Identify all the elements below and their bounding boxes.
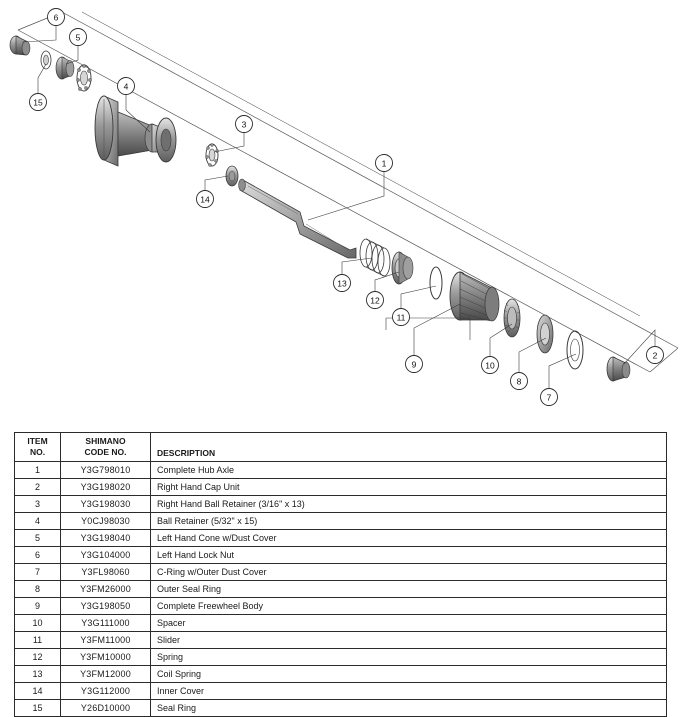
svg-text:6: 6 [53, 12, 59, 23]
header-description: DESCRIPTION [151, 433, 667, 462]
cell-code-no: Y3FM11000 [61, 632, 151, 649]
header-shimano-code-no [61, 433, 151, 462]
cell-item-no: 9 [15, 598, 61, 615]
parts-table-head [15, 433, 667, 462]
cell-description: Left Hand Lock Nut [151, 547, 667, 564]
cell-item-no: 14 [15, 683, 61, 700]
cell-code-no: Y3G798010 [61, 462, 151, 479]
cell-description: Complete Freewheel Body [151, 598, 667, 615]
header-item-no [15, 433, 61, 462]
cell-code-no: Y3G198020 [61, 479, 151, 496]
cell-item-no: 4 [15, 513, 61, 530]
cell-item-no: 15 [15, 700, 61, 717]
table-row [15, 598, 667, 615]
svg-text:14: 14 [200, 194, 210, 205]
callout-3 [236, 116, 253, 133]
svg-text:13: 13 [337, 278, 347, 289]
cell-description: Outer Seal Ring [151, 581, 667, 598]
svg-text:15: 15 [33, 97, 43, 108]
cell-item-no: 11 [15, 632, 61, 649]
cell-code-no: Y3FM10000 [61, 649, 151, 666]
svg-text:9: 9 [411, 359, 417, 370]
callout-leader-lines [22, 12, 655, 388]
table-row [15, 649, 667, 666]
callout-15 [30, 94, 47, 111]
cell-code-no: Y3G104000 [61, 547, 151, 564]
callout-9 [406, 356, 423, 373]
callout-4 [118, 78, 135, 95]
cell-description: Spacer [151, 615, 667, 632]
parts-table [14, 432, 667, 717]
cell-description: C-Ring w/Outer Dust Cover [151, 564, 667, 581]
table-row [15, 530, 667, 547]
cell-code-no: Y26D10000 [61, 700, 151, 717]
table-row [15, 513, 667, 530]
part-outer-seal-ring [537, 315, 553, 353]
cell-item-no: 6 [15, 547, 61, 564]
callout-2 [647, 347, 664, 364]
table-row [15, 683, 667, 700]
cell-item-no: 13 [15, 666, 61, 683]
cell-item-no: 3 [15, 496, 61, 513]
cell-description: Seal Ring [151, 700, 667, 717]
part-right-hand-cap-unit [607, 357, 630, 381]
callout-10 [482, 357, 499, 374]
callout-7 [541, 389, 558, 406]
callout-markers [30, 9, 664, 406]
cell-code-no: Y3G198030 [61, 496, 151, 513]
table-row [15, 564, 667, 581]
cell-description: Complete Hub Axle [151, 462, 667, 479]
svg-text:12: 12 [370, 295, 380, 306]
cell-item-no: 12 [15, 649, 61, 666]
part-spring [392, 252, 413, 284]
table-row [15, 547, 667, 564]
header-code-line1: SHIMANO [85, 436, 126, 446]
part-hub-shell [95, 96, 176, 166]
part-seal-ring-15 [41, 51, 51, 69]
cell-item-no: 8 [15, 581, 61, 598]
svg-text:5: 5 [75, 32, 81, 43]
cell-description: Left Hand Cone w/Dust Cover [151, 530, 667, 547]
table-row [15, 581, 667, 598]
cell-description: Right Hand Cap Unit [151, 479, 667, 496]
parts-table-body [15, 462, 667, 717]
cell-description: Slider [151, 632, 667, 649]
cell-description: Right Hand Ball Retainer (3/16" x 13) [151, 496, 667, 513]
cell-item-no: 10 [15, 615, 61, 632]
table-row [15, 496, 667, 513]
part-complete-hub-axle [239, 179, 356, 258]
table-row [15, 479, 667, 496]
cell-item-no: 7 [15, 564, 61, 581]
part-spacer [504, 299, 520, 337]
svg-text:7: 7 [546, 392, 552, 403]
cell-item-no: 1 [15, 462, 61, 479]
table-header-row [15, 433, 667, 462]
cell-code-no: Y3FL98060 [61, 564, 151, 581]
callout-6 [48, 9, 65, 26]
svg-text:3: 3 [241, 119, 247, 130]
cell-code-no: Y3FM12000 [61, 666, 151, 683]
callout-5 [70, 29, 87, 46]
svg-text:1: 1 [381, 158, 387, 169]
cell-item-no: 5 [15, 530, 61, 547]
callout-11 [393, 309, 410, 326]
svg-text:10: 10 [485, 360, 495, 371]
part-right-hand-ball-retainer [206, 144, 219, 167]
cell-description: Inner Cover [151, 683, 667, 700]
cell-code-no: Y3G198040 [61, 530, 151, 547]
part-left-hand-lock-nut [10, 36, 30, 55]
table-row [15, 462, 667, 479]
table-row [15, 615, 667, 632]
callout-13 [334, 275, 351, 292]
cell-code-no: Y0CJ98030 [61, 513, 151, 530]
diagram-axis-lines [18, 12, 678, 372]
header-code-line2: CODE NO. [84, 447, 127, 457]
cell-description: Ball Retainer (5/32" x 15) [151, 513, 667, 530]
table-row [15, 632, 667, 649]
callout-12 [367, 292, 384, 309]
svg-text:8: 8 [516, 376, 522, 387]
svg-text:2: 2 [652, 350, 658, 361]
cell-description: Spring [151, 649, 667, 666]
part-left-hand-cone [56, 57, 74, 79]
table-row [15, 700, 667, 717]
cell-code-no: Y3G198050 [61, 598, 151, 615]
part-slider [430, 267, 442, 299]
cell-code-no: Y3FM26000 [61, 581, 151, 598]
svg-text:4: 4 [123, 81, 129, 92]
callout-8 [511, 373, 528, 390]
cell-item-no: 2 [15, 479, 61, 496]
cell-code-no: Y3G112000 [61, 683, 151, 700]
part-c-ring-outer-dust-cover [567, 331, 583, 369]
svg-text:11: 11 [396, 312, 406, 323]
cell-code-no: Y3G111000 [61, 615, 151, 632]
header-item-line2: NO. [29, 447, 46, 457]
callout-14 [197, 191, 214, 208]
header-item-line1: ITEM [27, 436, 48, 446]
cell-description: Coil Spring [151, 666, 667, 683]
part-coil-spring [360, 239, 390, 276]
part-complete-freewheel-body [450, 272, 499, 321]
callout-1 [376, 155, 393, 172]
